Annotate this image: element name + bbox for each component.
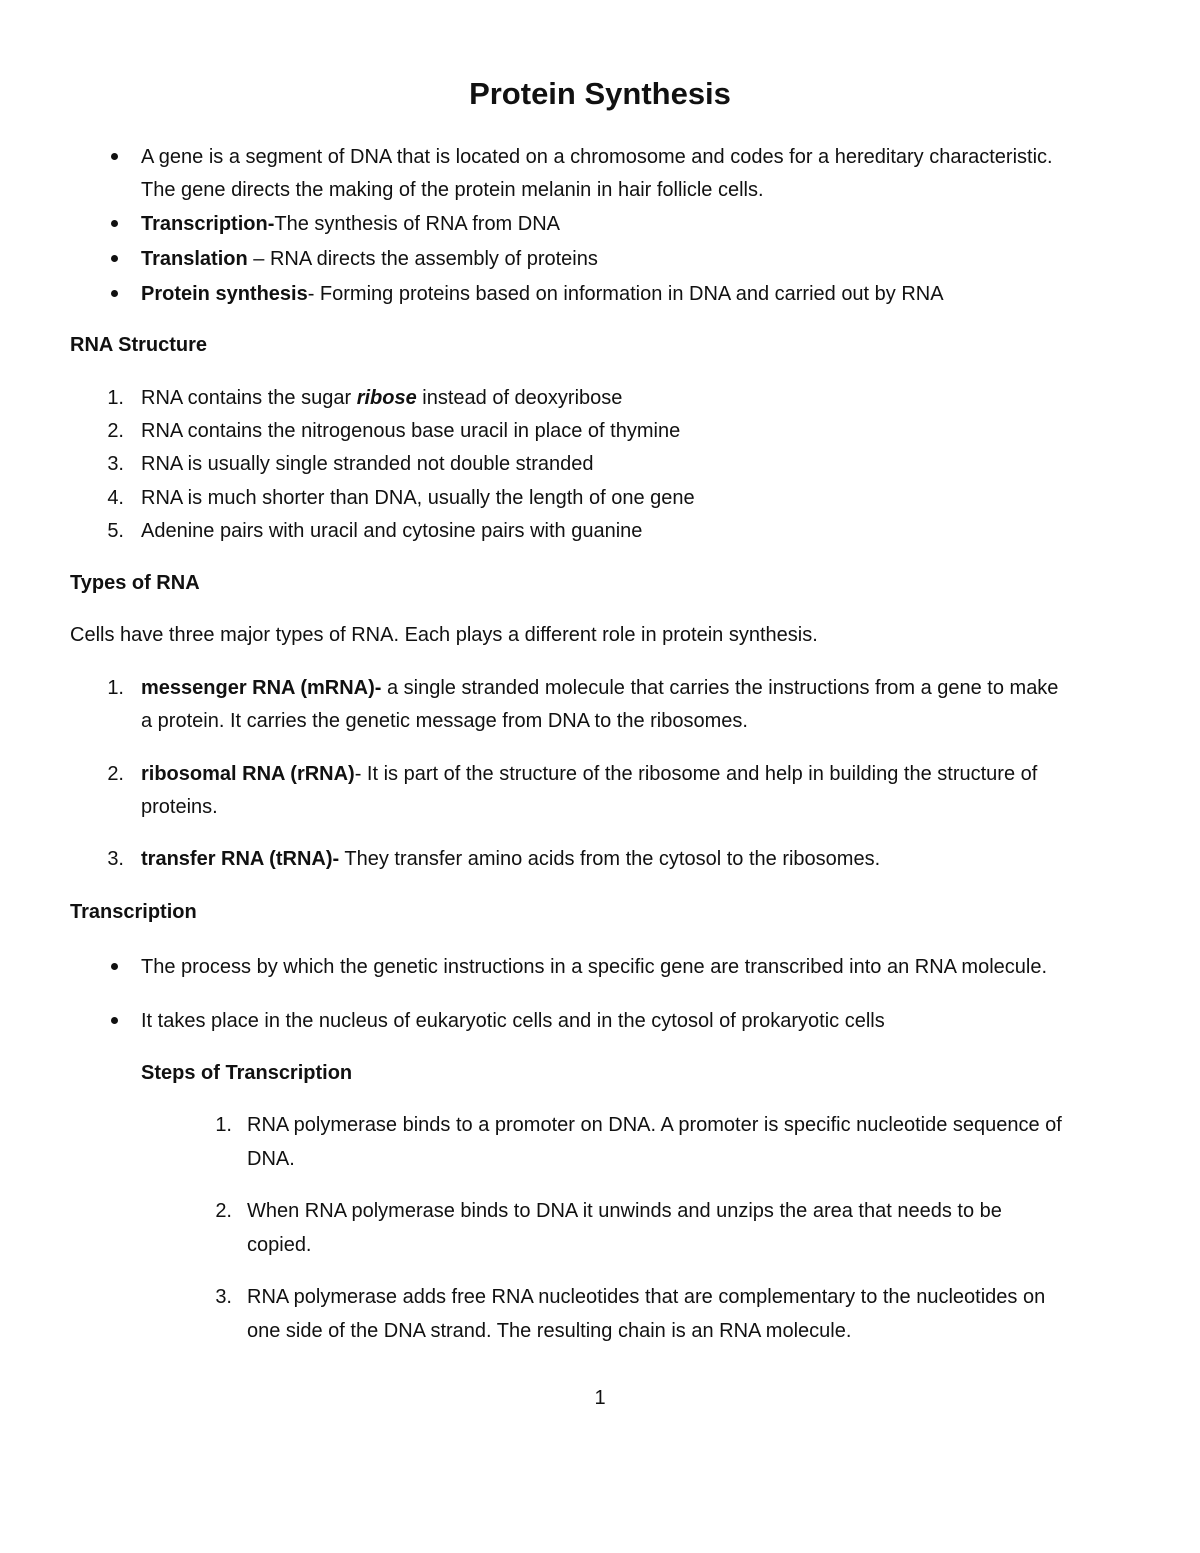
bullet-text: – RNA directs the assembly of proteins <box>247 248 598 270</box>
term-translation: Translation <box>141 248 248 270</box>
list-number: 3. <box>107 453 124 475</box>
list-number: 2. <box>107 763 124 785</box>
list-number: 3. <box>215 1286 232 1308</box>
list-number: 3. <box>107 848 124 870</box>
section-heading-transcription: Transcription <box>70 901 197 923</box>
section-heading-rna-structure: RNA Structure <box>70 334 208 356</box>
list-item: Adenine pairs with uracil and cytosine pairs with guanine <box>141 520 643 542</box>
subsection-heading-steps: Steps of Transcription <box>141 1062 353 1084</box>
list-item-continuation: DNA. <box>247 1148 295 1170</box>
list-item: RNA contains the nitrogenous base uracil in place of thymine <box>141 420 681 442</box>
bullet-text: - Forming proteins based on information in DNA and carried out by RNA <box>307 283 944 305</box>
list-item: RNA is much shorter than DNA, usually the length of one gene <box>141 487 695 509</box>
list-item: When RNA polymerase binds to DNA it unwinds and unzips the area that needs to be <box>247 1200 1002 1222</box>
section-intro: Cells have three major types of RNA. Each plays a different role in protein synthesis. <box>70 624 818 646</box>
list-item-continuation: one side of the DNA strand. The resulting chain is an RNA molecule. <box>247 1320 852 1342</box>
list-number: 1. <box>107 387 124 409</box>
list-item: RNA contains the sugar ribose instead of deoxyribose <box>141 387 623 409</box>
list-item: It takes place in the nucleus of eukaryotic cells and in the cytosol of prokaryotic cells <box>141 1010 885 1032</box>
list-item <box>141 207 560 241</box>
list-number: 1. <box>107 677 124 699</box>
list-item-continuation <box>141 173 764 207</box>
list-item: RNA polymerase adds free RNA nucleotides that are complementary to the nucleotides on <box>247 1286 1046 1308</box>
bullet-text: The synthesis of RNA from DNA <box>274 213 561 235</box>
page-number: 1 <box>594 1387 606 1409</box>
bullet-icon <box>111 220 118 227</box>
list-number: 4. <box>107 487 124 509</box>
bullet-icon <box>111 963 118 970</box>
term-mrna: messenger RNA (mRNA)- <box>141 677 382 699</box>
list-item-continuation: copied. <box>247 1234 312 1256</box>
term-transcription: Transcription- <box>141 213 275 235</box>
term-trna: transfer RNA (tRNA)- <box>141 848 340 870</box>
bullet-text: The gene directs the making of the protein melanin in hair follicle cells. <box>141 179 764 201</box>
bullet-icon <box>111 255 118 262</box>
list-number: 2. <box>215 1200 232 1222</box>
list-item: ribosomal RNA (rRNA)- It is part of the structure of the ribosome and help in building the structure of <box>141 763 1038 785</box>
bullet-text: A gene is a segment of DNA that is located on a chromosome and codes for a hereditary characteristic. <box>141 146 1053 168</box>
list-number: 2. <box>107 420 124 442</box>
list-item: The process by which the genetic instructions in a specific gene are transcribed into an RNA molecule. <box>141 956 1048 978</box>
emphasis-ribose: ribose <box>356 387 417 409</box>
section-heading-types-of-rna: Types of RNA <box>70 572 200 594</box>
list-item: messenger RNA (mRNA)- a single stranded molecule that carries the instructions from a gene to make <box>141 677 1059 699</box>
list-number: 1. <box>215 1114 232 1136</box>
list-item-continuation: proteins. <box>141 796 218 818</box>
term-rrna: ribosomal RNA (rRNA) <box>141 763 355 785</box>
bullet-icon <box>111 290 118 297</box>
term-protein-synthesis: Protein synthesis <box>141 283 308 305</box>
list-item: RNA polymerase binds to a promoter on DNA. A promoter is specific nucleotide sequence of <box>247 1114 1062 1136</box>
list-item: RNA is usually single stranded not double stranded <box>141 453 594 475</box>
bullet-icon <box>111 153 118 160</box>
page-title: Protein Synthesis <box>469 76 731 111</box>
list-item-continuation: a protein. It carries the genetic message from DNA to the ribosomes. <box>141 710 748 732</box>
list-item <box>141 140 1053 174</box>
list-item <box>141 242 598 276</box>
list-item: transfer RNA (tRNA)- They transfer amino acids from the cytosol to the ribosomes. <box>141 848 881 870</box>
bullet-icon <box>111 1017 118 1024</box>
list-item <box>141 277 944 311</box>
list-number: 5. <box>107 520 124 542</box>
